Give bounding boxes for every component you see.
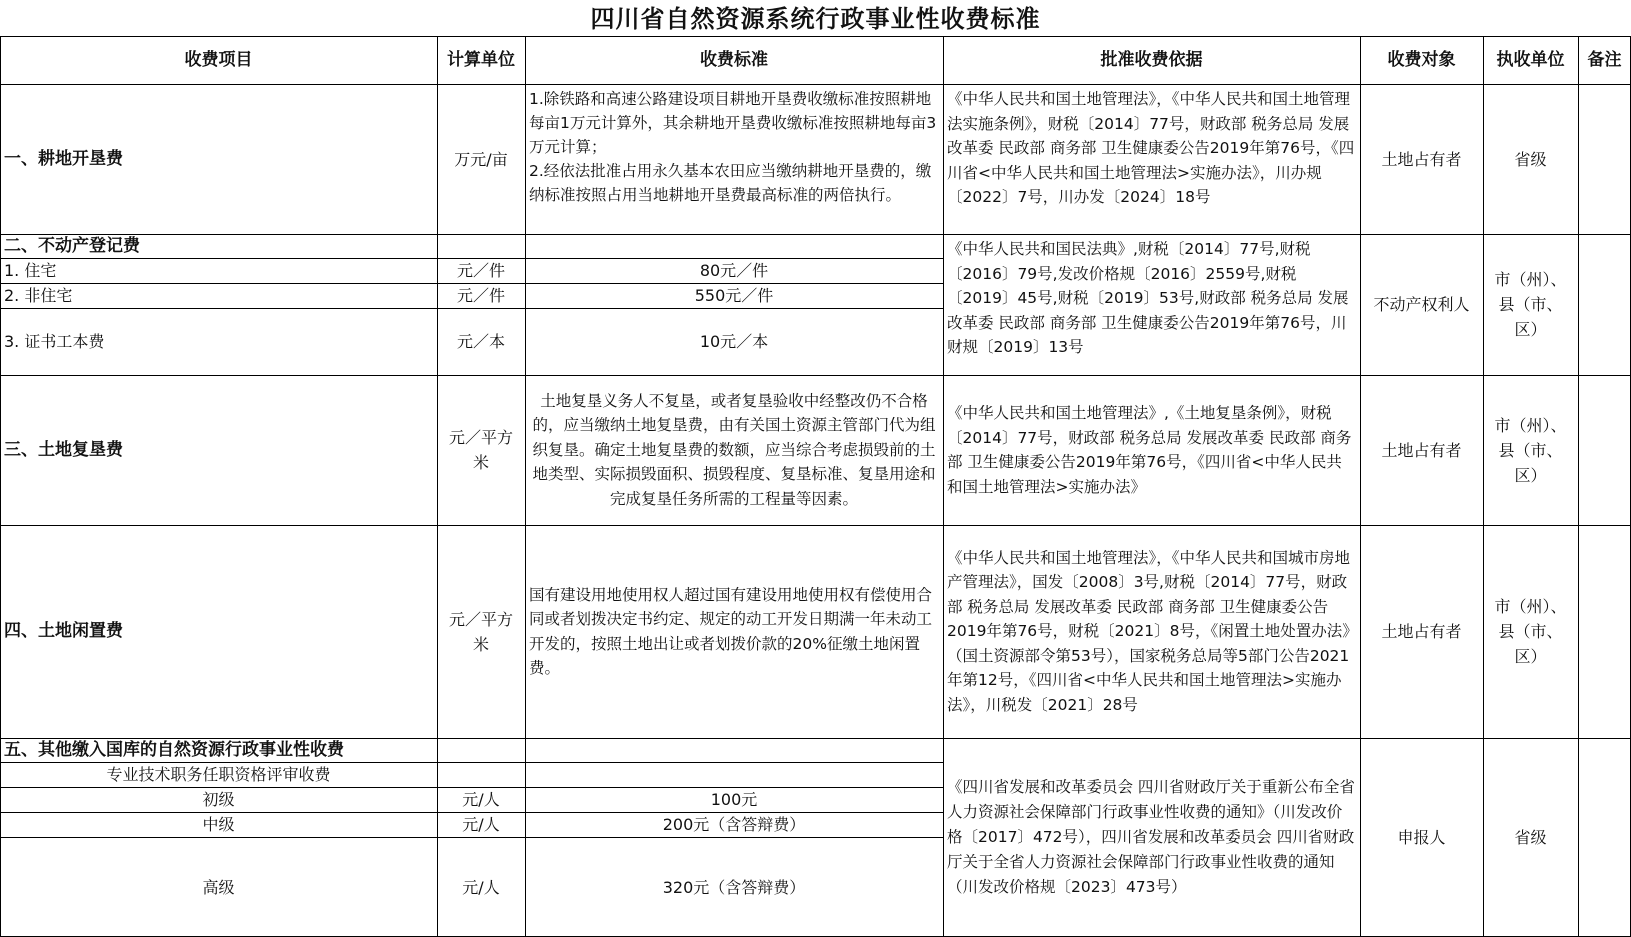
sec2-row-unit: 元／本 (456, 332, 505, 351)
sec2-target: 不动产权利人 (1373, 295, 1470, 314)
sec3-standard: 土地复垦义务人不复垦，或者复垦验收中经整改仍不合格的，应当缴纳土地复垦费，由有关国土资源主管部门代为组织复垦。确定土地复垦费的数额，应当综合考虑损毁前的土地类型、实际损毁面积、损毁程度、复垦标准、复垦用途和完成复垦任务所需的工程量等因素。 (532, 391, 936, 508)
header-remark: 备注 (1587, 49, 1622, 70)
sec2-row-item: 1. 住宅 (4, 261, 57, 280)
sec2-row-item: 2. 非住宅 (4, 286, 73, 305)
sec2-row-standard: 550元／件 (694, 286, 774, 305)
grid-line (0, 36, 1631, 37)
sec3-unit: 元／平方米 (448, 428, 513, 472)
sec5-row-item: 初级 (202, 790, 235, 809)
sec5-row-item: 中级 (202, 815, 235, 834)
sec1-unit: 万元/亩 (454, 149, 508, 169)
grid-line (525, 36, 526, 937)
sec5-row-unit: 元/人 (462, 815, 500, 834)
sec2-row-standard: 10元／本 (699, 332, 769, 351)
grid-line (0, 84, 1631, 85)
grid-line (1483, 36, 1484, 937)
header-item: 收费项目 (184, 49, 253, 70)
grid-line (0, 762, 943, 763)
sec5-collector: 省级 (1514, 828, 1547, 847)
sec5-target: 申报人 (1397, 828, 1446, 847)
sec5-basis: 《四川省发展和改革委员会 四川省财政厅关于重新公布全省人力资源社会保障部门行政事业性收费的通知》（川发改价格〔2017〕472号），四川省发展和改革委员会 四川省财政厅关于全省人力资源社会保障部门行政事业性收费的通知（川发改价格规〔2023〕473号） (947, 778, 1355, 896)
sec1-item: 一、耕地开垦费 (4, 148, 123, 169)
sec5-subitem: 专业技术职务任职资格评审收费 (106, 765, 331, 784)
grid-line (0, 308, 943, 309)
grid-line (0, 812, 943, 813)
sec5-row-item: 高级 (202, 877, 235, 897)
sec1-basis: 《中华人民共和国土地管理法》，《中华人民共和国土地管理法实施条例》，财税〔2014〕77号，财政部 税务总局 发展改革委 民政部 商务部 卫生健康委公告2019年第76号，《四川省<中华人民共和国土地管理法>实施办法》，川办规〔2022〕7号，川办发〔2024〕18号 (947, 90, 1355, 206)
grid-line (0, 375, 1631, 376)
grid-line (943, 36, 944, 937)
grid-line (0, 787, 943, 788)
sec5-item: 五、其他缴入国库的自然资源行政事业性收费 (4, 739, 344, 760)
sec3-collector: 市（州）、县（市、区） (1494, 415, 1567, 485)
sec5-row-unit: 元/人 (462, 877, 500, 897)
grid-line (0, 283, 943, 284)
sec4-standard: 国有建设用地使用权人超过国有建设用地使用权有偿使用合同或者划拨决定书约定、规定的动工开发日期满一年未动工开发的，按照土地出让或者划拨价款的20%征缴土地闲置费。 (529, 585, 933, 677)
sec4-item: 四、土地闲置费 (4, 621, 123, 641)
header-standard: 收费标准 (700, 49, 768, 70)
header-unit: 计算单位 (447, 49, 515, 70)
sec1-standard: 1.除铁路和高速公路建设项目耕地开垦费收缴标准按照耕地每亩1万元计算外，其余耕地开垦费收缴标准按照耕地每亩3万元计算； 2.经依法批准占用永久基本农田应当缴纳耕地开垦费的，缴纳标准按照占用当地耕地开垦费最高标准的两倍执行。 (529, 90, 937, 204)
sec2-collector: 市（州）、县（市、区） (1494, 270, 1567, 339)
sec2-item: 二、不动产登记费 (4, 235, 140, 256)
grid-line (1360, 36, 1361, 937)
header-target: 收费对象 (1387, 49, 1456, 70)
grid-line (0, 525, 1631, 526)
grid-line (0, 234, 1631, 235)
grid-line (0, 738, 1631, 739)
sec2-row-standard: 80元／件 (699, 261, 769, 280)
page-title: 四川省自然资源系统行政事业性收费标准 (590, 5, 1041, 33)
sec4-unit: 元／平方米 (448, 609, 513, 654)
header-collector: 执收单位 (1496, 49, 1565, 70)
sec1-collector: 省级 (1514, 149, 1547, 169)
header-basis: 批准收费依据 (1100, 49, 1203, 70)
sec4-target: 土地占有者 (1381, 622, 1462, 641)
sec4-basis: 《中华人民共和国土地管理法》，《中华人民共和国城市房地产管理法》，国发〔2008〕3号,财税〔2014〕77号，财政部 税务总局 发展改革委 民政部 商务部 卫生健康委公告2019年第76号，财税〔2021〕8号，《闲置土地处置办法》（国土资源部令第53号），国家税务总局等5部门公告2021年第12号，《四川省<中华人民共和国土地管理法>实施办法》，川税发〔2021〕28号 (947, 548, 1351, 714)
sec5-row-standard: 320元（含答辩费） (662, 877, 806, 897)
grid-line (0, 258, 943, 259)
sec2-row-item: 3. 证书工本费 (4, 332, 105, 351)
sec5-row-standard: 100元 (710, 790, 758, 809)
sec5-row-standard: 200元（含答辩费） (662, 815, 806, 834)
sec3-item: 三、土地复垦费 (4, 439, 123, 460)
sec2-row-unit: 元／件 (456, 286, 505, 305)
sec2-row-unit: 元／件 (456, 261, 505, 280)
grid-line (437, 36, 438, 937)
sec3-target: 土地占有者 (1381, 440, 1462, 460)
sec2-basis: 《中华人民共和国民法典》,财税〔2014〕77号,财税〔2016〕79号,发改价格规〔2016〕2559号,财税〔2019〕45号,财税〔2019〕53号,财政部 税务总局 发展改革委 民政部 商务部 卫生健康委公告2019年第76号，川财规〔2019〕13号 (947, 240, 1349, 356)
grid-line (0, 837, 943, 838)
grid-line (0, 36, 1, 937)
grid-line (1578, 36, 1579, 937)
sec1-target: 土地占有者 (1381, 149, 1462, 169)
sec5-row-unit: 元/人 (462, 790, 500, 809)
sec3-basis: 《中华人民共和国土地管理法》,《土地复垦条例》，财税〔2014〕77号，财政部 税务总局 发展改革委 民政部 商务部 卫生健康委公告2019年第76号，《四川省<中华人民共和国土地管理法>实施办法》 (947, 404, 1352, 496)
sec4-collector: 市（州）、县（市、区） (1494, 597, 1567, 666)
